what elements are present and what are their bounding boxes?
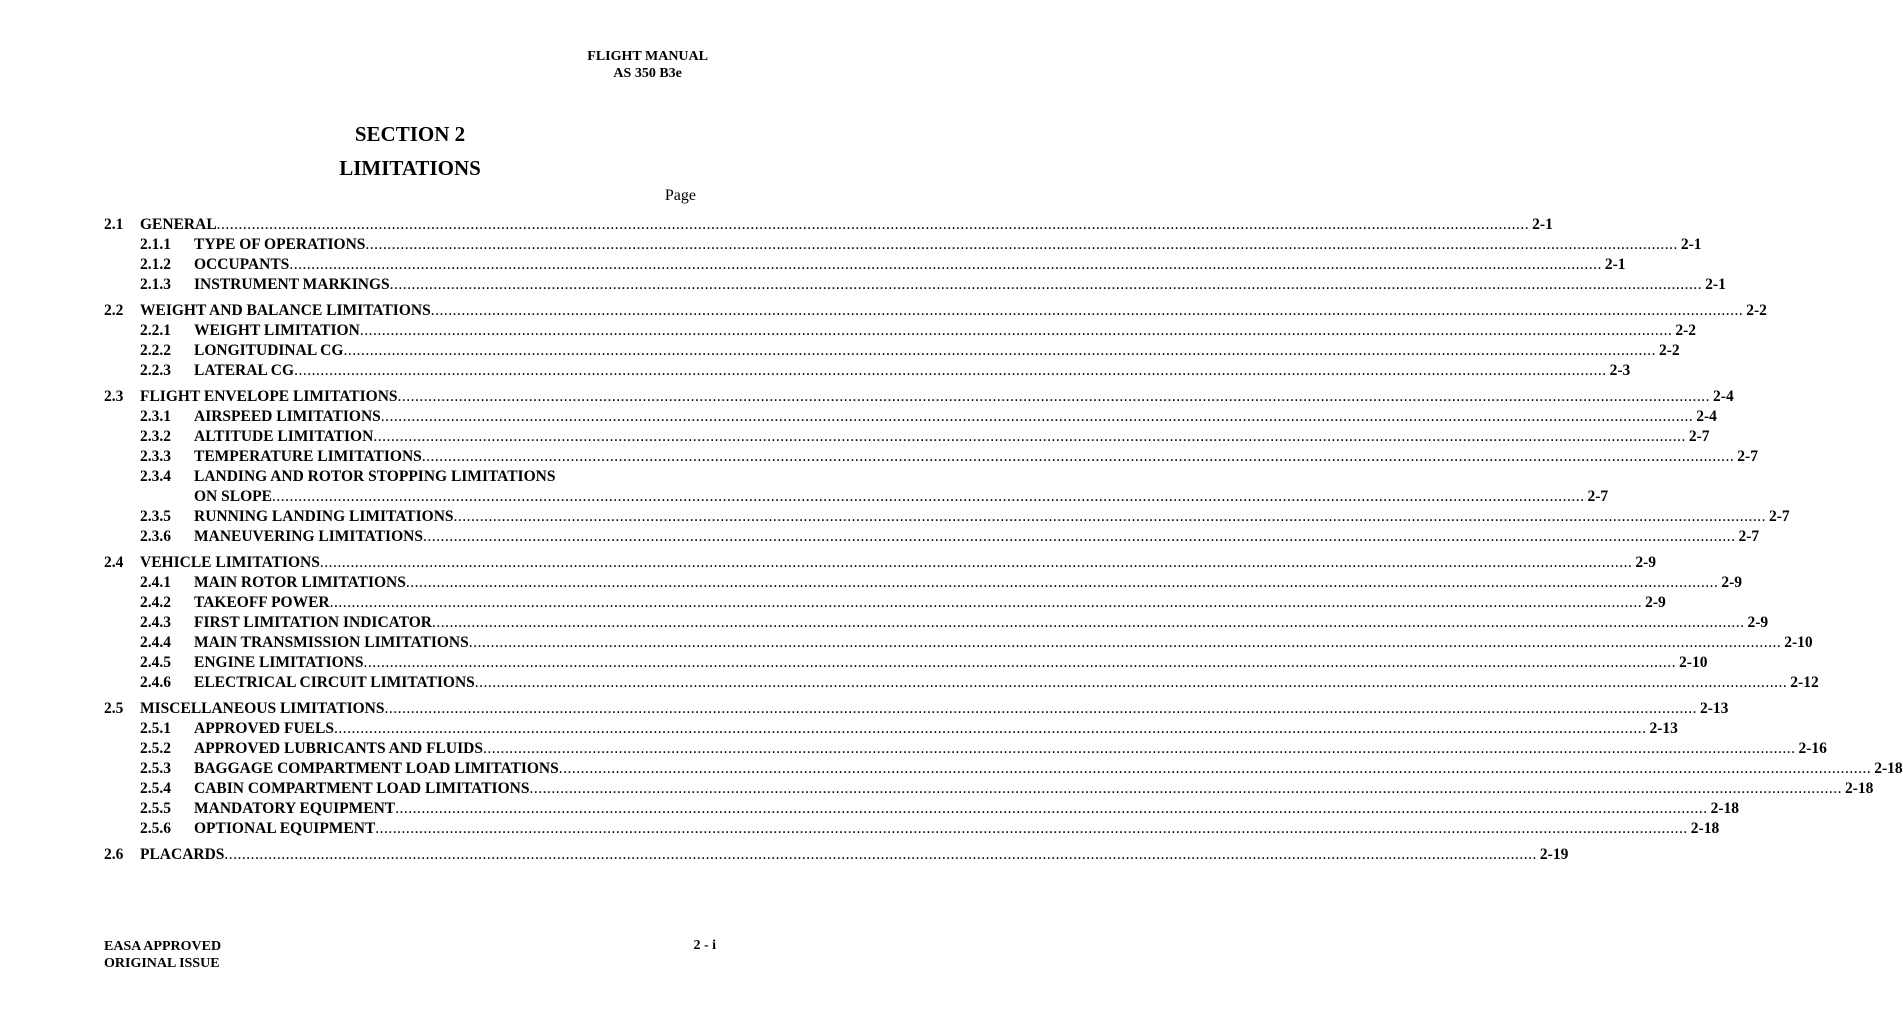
toc-entry-page: 2-18 [1690, 820, 1720, 837]
dot-leader: ............................................................................................................................................................................................................................................................................................................ [289, 256, 1602, 273]
dot-leader: ............................................................................................................................................................................................................................................................................................................ [319, 554, 1633, 571]
manual-title: FLIGHT MANUAL [587, 49, 708, 64]
dot-leader: ............................................................................................................................................................................................................................................................................................................ [363, 654, 1677, 671]
toc-entry-page: 2-13 [1699, 700, 1729, 717]
toc-entry-number: 2.1.3 [140, 276, 171, 293]
dot-leader: ............................................................................................................................................................................................................................................................................................................ [359, 322, 1673, 339]
toc-entry-page: 2-1 [1532, 216, 1553, 233]
toc-section-row [0, 699, 1729, 719]
toc-entry-page: 2-12 [1790, 674, 1819, 691]
toc-entry-number: 2.4 [104, 554, 124, 571]
toc-entry-line [194, 673, 1819, 693]
toc-entry-title: MAIN TRANSMISSION LIMITATIONS [194, 634, 469, 651]
toc-entry-title: TEMPERATURE LIMITATIONS [194, 448, 422, 465]
toc-entry-line [194, 739, 1827, 759]
toc-entry-number: 2.4.4 [140, 634, 171, 651]
toc-entry-page: 2-19 [1539, 846, 1569, 863]
toc-entry-page: 2-1 [1705, 276, 1726, 293]
toc-entry-number: 2.4.2 [140, 594, 171, 611]
toc-entry-line [194, 799, 1740, 819]
toc-entry-line [194, 507, 1790, 527]
toc-subsection-row [0, 235, 1702, 255]
toc-entry-page: 2-7 [1738, 528, 1760, 545]
toc-entry-line [194, 275, 1726, 295]
toc-subsection-row [0, 593, 1666, 613]
toc-entry-line [194, 235, 1702, 255]
toc-entry-page: 2-9 [1635, 554, 1657, 571]
approval-text: EASA APPROVED [104, 939, 222, 954]
toc-subsection-row [0, 321, 1696, 341]
toc-entry-line [194, 779, 1874, 799]
toc-entry-line [140, 845, 1569, 865]
toc-entry-number: 2.4.5 [140, 654, 171, 671]
dot-leader: ............................................................................................................................................................................................................................................................................................................ [365, 236, 1678, 253]
toc-entry-number: 2.2 [104, 302, 124, 319]
toc-entry-line [194, 759, 1903, 779]
toc-entry-page: 2-18 [1710, 800, 1740, 817]
issue-text: ORIGINAL ISSUE [104, 956, 220, 971]
page-column-label: Page [664, 187, 696, 204]
toc-entry-title: ALTITUDE LIMITATION [194, 428, 374, 445]
toc-entry-title: GENERAL [140, 216, 217, 233]
toc-entry-line [140, 387, 1734, 407]
toc-entry-line [194, 613, 1769, 633]
dot-leader: ............................................................................................................................................................................................................................................................................................................ [482, 740, 1796, 757]
toc-subsection-row [0, 427, 1710, 447]
section-subtitle: LIMITATIONS [339, 156, 481, 180]
dot-leader: ............................................................................................................................................................................................................................................................................................................ [422, 528, 1736, 545]
dot-leader: ............................................................................................................................................................................................................................................................................................................ [395, 800, 1708, 817]
toc-entry-line [194, 447, 1758, 467]
toc-entry-title: INSTRUMENT MARKINGS [194, 276, 390, 293]
dot-leader: ............................................................................................................................................................................................................................................................................................................ [474, 674, 1788, 691]
toc-entry-page: 2-10 [1784, 634, 1813, 651]
toc-entry-page: 2-9 [1645, 594, 1666, 611]
toc-subsection-row [0, 739, 1827, 759]
toc-entry-title: BAGGAGE COMPARTMENT LOAD LIMITATIONS [194, 760, 559, 777]
toc-entry-title: WEIGHT LIMITATION [194, 322, 360, 339]
toc-entry-number: 2.4.6 [140, 674, 171, 691]
toc-subsection-row [0, 407, 1717, 427]
table-of-contents [0, 215, 1903, 865]
toc-entry-page: 2-1 [1680, 236, 1702, 253]
toc-entry-number: 2.6 [104, 846, 124, 863]
dot-leader: ............................................................................................................................................................................................................................................................................................................ [384, 700, 1697, 717]
toc-entry-page: 2-2 [1675, 322, 1696, 339]
toc-subsection-row [0, 779, 1874, 799]
toc-entry-title: FLIGHT ENVELOPE LIMITATIONS [140, 388, 398, 405]
toc-subsection-row [0, 255, 1626, 275]
toc-entry-number: 2.5.4 [140, 780, 171, 797]
toc-subsection-row [0, 487, 1609, 507]
toc-entry-number: 2.3 [104, 388, 124, 405]
toc-entry-line [194, 573, 1743, 593]
dot-leader: ............................................................................................................................................................................................................................................................................................................ [380, 408, 1694, 425]
dot-leader: ............................................................................................................................................................................................................................................................................................................ [529, 780, 1842, 797]
toc-entry-page: 2-4 [1696, 408, 1717, 425]
dot-leader: ............................................................................................................................................................................................................................................................................................................ [375, 820, 1688, 837]
toc-section-row [0, 845, 1569, 865]
toc-entry-title: WEIGHT AND BALANCE LIMITATIONS [140, 302, 431, 319]
toc-entry-number: 2.3.3 [140, 448, 171, 465]
toc-entry-page: 2-13 [1649, 720, 1678, 737]
toc-entry-title: AIRSPEED LIMITATIONS [194, 408, 381, 425]
toc-entry-title: OPTIONAL EQUIPMENT [194, 820, 376, 837]
toc-entry-number: 2.3.5 [140, 508, 171, 525]
toc-entry-line [194, 361, 1631, 381]
toc-subsection-row [0, 633, 1813, 653]
toc-entry-number: 2.5.1 [140, 720, 171, 737]
toc-entry-line [194, 407, 1717, 427]
toc-entry-number: 2.3.4 [140, 468, 171, 485]
toc-entry-line [194, 819, 1720, 839]
toc-entry-number: 2.5.5 [140, 800, 171, 817]
toc-entry-number: 2.3.2 [140, 428, 171, 445]
toc-entry-page: 2-2 [1658, 342, 1680, 359]
toc-entry-number: 2.5.2 [140, 740, 171, 757]
toc-entry-number: 2.2.1 [140, 322, 171, 339]
dot-leader: ............................................................................................................................................................................................................................................................................................................ [397, 388, 1711, 405]
toc-entry-title: ENGINE LIMITATIONS [194, 654, 364, 671]
toc-entry-title: VEHICLE LIMITATIONS [140, 554, 320, 571]
toc-entry-title: LONGITUDINAL CG [194, 342, 344, 359]
toc-entry-number: 2.2.3 [140, 362, 171, 379]
dot-leader: ............................................................................................................................................................................................................................................................................................................ [421, 448, 1735, 465]
dot-leader: ............................................................................................................................................................................................................................................................................................................ [405, 574, 1719, 591]
dot-leader: ............................................................................................................................................................................................................................................................................................................ [373, 428, 1686, 445]
toc-entry-title: TAKEOFF POWER [194, 594, 330, 611]
toc-entry-line [194, 255, 1626, 275]
toc-entry-page: 2-7 [1769, 508, 1790, 525]
toc-entry-number: 2.5.6 [140, 820, 171, 837]
toc-entry-title: RUNNING LANDING LIMITATIONS [194, 508, 454, 525]
dot-leader: ............................................................................................................................................................................................................................................................................................................ [432, 614, 1745, 631]
toc-entry-page: 2-7 [1737, 448, 1758, 465]
dot-leader: ............................................................................................................................................................................................................................................................................................................ [389, 276, 1703, 293]
toc-entry-title: MAIN ROTOR LIMITATIONS [194, 574, 406, 591]
toc-entry-line [140, 699, 1729, 719]
toc-entry-line [140, 301, 1767, 321]
dot-leader: ............................................................................................................................................................................................................................................................................................................ [430, 302, 1744, 319]
toc-subsection-row [0, 361, 1631, 381]
toc-entry-title: APPROVED LUBRICANTS AND FLUIDS [194, 740, 483, 757]
toc-entry-page: 2-4 [1713, 388, 1734, 405]
toc-entry-page: 2-7 [1688, 428, 1710, 445]
dot-leader: ............................................................................................................................................................................................................................................................................................................ [216, 216, 1530, 233]
toc-entry-page: 2-1 [1604, 256, 1626, 273]
toc-entry-title: MANEUVERING LIMITATIONS [194, 528, 423, 545]
toc-entry-line [194, 719, 1678, 739]
toc-subsection-row [0, 341, 1680, 361]
dot-leader: ............................................................................................................................................................................................................................................................................................................ [329, 594, 1643, 611]
dot-leader: ............................................................................................................................................................................................................................................................................................................ [333, 720, 1647, 737]
toc-entry-number: 2.3.1 [140, 408, 171, 425]
toc-entry-title: ON SLOPE [194, 488, 272, 505]
dot-leader: ............................................................................................................................................................................................................................................................................................................ [453, 508, 1767, 525]
toc-subsection-row [0, 447, 1758, 467]
toc-section-row [0, 553, 1657, 573]
toc-entry-number: 2.3.6 [140, 528, 171, 545]
toc-entry-title: CABIN COMPARTMENT LOAD LIMITATIONS [194, 780, 530, 797]
toc-subsection-row [0, 275, 1726, 295]
toc-subsection-row [0, 613, 1769, 633]
toc-entry-title: LANDING AND ROTOR STOPPING LIMITATIONS [194, 468, 556, 485]
toc-subsection-row [0, 799, 1740, 819]
toc-entry-line [194, 633, 1813, 653]
toc-subsection-row [0, 653, 1708, 673]
toc-entry-title: MANDATORY EQUIPMENT [194, 800, 396, 817]
toc-entry-title: FIRST LIMITATION INDICATOR [194, 614, 433, 631]
toc-entry-number: 2.5.3 [140, 760, 171, 777]
toc-entry-page: 2-9 [1721, 574, 1743, 591]
toc-entry-title: PLACARDS [140, 846, 225, 863]
toc-entry-title: OCCUPANTS [194, 256, 290, 273]
dot-leader: ............................................................................................................................................................................................................................................................................................................ [558, 760, 1872, 777]
toc-entry-line [140, 553, 1657, 573]
toc-entry-page: 2-16 [1798, 740, 1827, 757]
toc-entry-line [194, 653, 1708, 673]
toc-entry-line [194, 427, 1710, 447]
toc-section-row [0, 301, 1767, 321]
toc-subsection-row [0, 507, 1790, 527]
toc-entry-number: 2.1 [104, 216, 124, 233]
toc-entry-page: 2-2 [1746, 302, 1767, 319]
toc-entry-page: 2-18 [1844, 780, 1874, 797]
dot-leader: ............................................................................................................................................................................................................................................................................................................ [224, 846, 1537, 863]
toc-entry-number: 2.5 [104, 700, 124, 717]
toc-section-row [0, 387, 1734, 407]
toc-entry-number: 2.2.2 [140, 342, 171, 359]
toc-subsection-row [0, 719, 1678, 739]
toc-entry-line [194, 487, 1609, 507]
toc-subsection-row [0, 759, 1903, 779]
toc-entry-line [194, 593, 1666, 613]
section-title: SECTION 2 [354, 122, 466, 146]
toc-entry-page: 2-18 [1874, 760, 1903, 777]
footer-page-number: 2 - i [693, 938, 716, 953]
toc-entry-number: 2.1.2 [140, 256, 171, 273]
toc-entry-line [140, 215, 1553, 235]
toc-entry-number: 2.1.1 [140, 236, 171, 253]
toc-entry-page: 2-10 [1679, 654, 1708, 671]
running-header [587, 48, 708, 82]
toc-entry-number: 2.4.1 [140, 574, 171, 591]
dot-leader: ............................................................................................................................................................................................................................................................................................................ [271, 488, 1585, 505]
aircraft-model: AS 350 B3e [613, 66, 682, 81]
dot-leader: ............................................................................................................................................................................................................................................................................................................ [468, 634, 1782, 651]
toc-entry-line [194, 321, 1696, 341]
toc-entry-page: 2-3 [1609, 362, 1631, 379]
toc-entry-title: LATERAL CG [194, 362, 295, 379]
dot-leader: ............................................................................................................................................................................................................................................................................................................ [294, 362, 1607, 379]
toc-entry-page: 2-9 [1747, 614, 1769, 631]
toc-subsection-row [0, 467, 768, 487]
toc-entry-line [194, 527, 1760, 547]
toc-entry-page: 2-7 [1587, 488, 1609, 505]
footer-approval [104, 938, 221, 972]
toc-subsection-row [0, 527, 1760, 547]
dot-leader: ............................................................................................................................................................................................................................................................................................................ [343, 342, 1656, 359]
toc-entry-title: ELECTRICAL CIRCUIT LIMITATIONS [194, 674, 475, 691]
toc-entry-title: APPROVED FUELS [194, 720, 334, 737]
toc-section-row [0, 215, 1553, 235]
toc-subsection-row [0, 673, 1819, 693]
toc-entry-number: 2.4.3 [140, 614, 171, 631]
toc-entry-title: MISCELLANEOUS LIMITATIONS [140, 700, 385, 717]
toc-subsection-row [0, 573, 1743, 593]
toc-entry-line [194, 341, 1680, 361]
toc-subsection-row [0, 819, 1720, 839]
toc-entry-title: TYPE OF OPERATIONS [194, 236, 366, 253]
